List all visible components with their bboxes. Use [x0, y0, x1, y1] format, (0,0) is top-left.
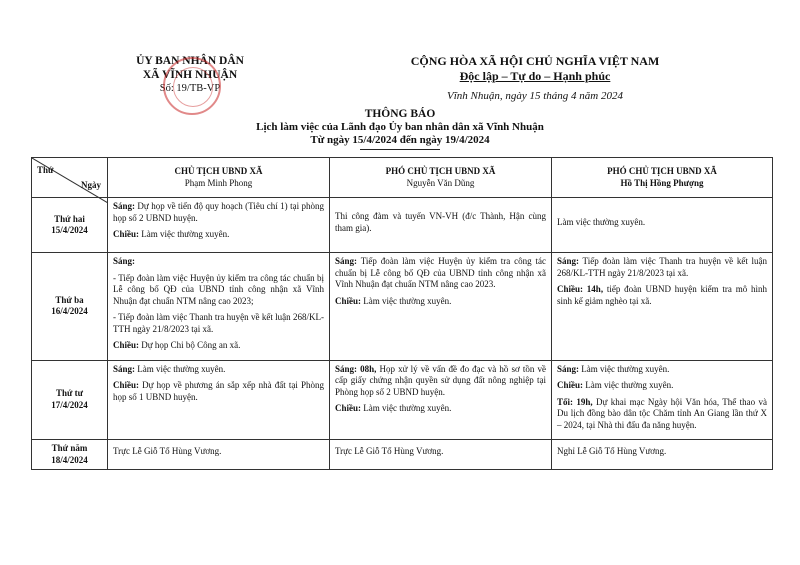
schedule-cell: [108, 198, 330, 253]
entry-text: - Tiếp đoàn làm việc Huyện ủy kiểm tra công tác chuẩn bị Lễ công bố QĐ của UBND tỉnh công nhận xã Vĩnh Nhuận đạt chuẩn NTM nâng cao 2023;: [113, 272, 324, 306]
table-row: [32, 253, 773, 361]
entry-time-label: Sáng: 08h,: [335, 363, 377, 374]
entry-time-label: Tối: 19h,: [557, 396, 593, 407]
schedule-entry: [113, 312, 324, 335]
schedule-cell: [552, 198, 773, 253]
schedule-cell: [330, 198, 552, 253]
schedule-entry: [113, 229, 324, 241]
corner-cell: [32, 158, 108, 198]
schedule-entry: [335, 446, 546, 458]
entry-time-label: Chiều:: [557, 380, 584, 390]
schedule-entry: [557, 446, 767, 458]
schedule-entry: [113, 273, 324, 308]
schedule-cell: [108, 253, 330, 361]
day-cell: [32, 360, 108, 440]
day-name: Thứ năm: [51, 443, 88, 453]
schedule-entry: [335, 364, 546, 399]
column-person: Nguyễn Văn Dũng: [406, 177, 475, 188]
document-title: THÔNG BÁO: [364, 108, 436, 120]
schedule-cell: [552, 440, 773, 470]
schedule-entry: [113, 380, 324, 403]
table-row: [32, 440, 773, 470]
entry-time-label: Sáng:: [113, 363, 136, 374]
schedule-cell: [330, 440, 552, 470]
entry-text: - Tiếp đoàn làm việc Thanh tra huyện về kết luận 268/KL-TTH ngày 21/8/2023 tại xã.: [113, 312, 324, 334]
entry-text: Làm việc thường xuyên.: [557, 216, 646, 227]
schedule-entry: [113, 201, 324, 224]
entry-time-label: Sáng:: [335, 256, 358, 266]
schedule-entry: [557, 397, 767, 432]
day-cell: [32, 440, 108, 470]
entry-text: Trực Lễ Giỗ Tổ Hùng Vương.: [113, 446, 222, 457]
entry-text: Dự họp về tiến độ quy hoạch (Tiêu chí 1) tại phòng họp số 2 UBND huyện.: [113, 201, 324, 223]
column-role: CHỦ TỊCH UBND XÃ: [174, 166, 263, 176]
org-line-2: XÃ VĨNH NHUẬN: [142, 69, 238, 81]
country-name: CỘNG HÒA XÃ HỘI CHỦ NGHĨA VIỆT NAM: [410, 54, 660, 68]
schedule-cell: [330, 360, 552, 440]
title-underline: [360, 149, 440, 150]
entry-text: Dự khai mạc Ngày hội Văn hóa, Thể thao và Du lịch đồng bào dân tộc Chăm tỉnh An Giang lần thứ X – 2024, tại Nhà thi đấu đa năng huyện.: [557, 396, 767, 430]
day-name: Thứ tư: [55, 388, 84, 399]
day-cell: [32, 253, 108, 361]
day-date: 18/4/2024: [51, 454, 88, 465]
day-name: Thứ hai: [54, 213, 85, 224]
entry-text: Làm việc thường xuyên.: [361, 295, 452, 306]
schedule-cell: [108, 440, 330, 470]
entry-text: tiếp đoàn UBND huyện kiểm tra mô hình sinh kế giảm nghèo tại xã.: [557, 284, 767, 306]
entry-time-label: Chiều:: [335, 403, 362, 413]
schedule-body: [32, 198, 773, 470]
document-period: Từ ngày 15/4/2024 đến ngày 19/4/2024: [310, 134, 490, 146]
corner-label-bottom: Ngày: [81, 179, 101, 190]
entry-text: Làm việc thường xuyên.: [135, 363, 226, 374]
document-subtitle: Lịch làm việc của Lãnh đạo Ủy ban nhân dân xã Vĩnh Nhuận: [256, 121, 544, 133]
national-motto: Độc lập – Tự do – Hạnh phúc: [459, 69, 611, 83]
entry-time-label: Chiều:: [113, 340, 140, 350]
schedule-entry: [557, 380, 767, 392]
entry-text: Tiếp đoàn làm việc Huyện ủy kiểm tra công tác chuẩn bị Lễ công bố QĐ của UBND tỉnh công nhận xã Vĩnh Nhuận đạt chuẩn NTM nâng cao 2023.: [335, 256, 546, 289]
entry-time-label: Sáng:: [557, 256, 580, 266]
column-header: [330, 158, 552, 198]
entry-time-label: Chiều:: [113, 380, 140, 390]
schedule-cell: [552, 253, 773, 361]
document-title-block: [190, 108, 610, 147]
entry-text: Dự họp về phương án sắp xếp nhà đất tại Phòng họp số 1 UBND huyện.: [113, 380, 324, 402]
corner-label-top: Thứ: [37, 165, 54, 175]
schedule-entry: [113, 256, 324, 268]
entry-text: Nghỉ Lễ Giỗ Tổ Hùng Vương.: [557, 446, 667, 457]
schedule-entry: [557, 364, 767, 376]
entry-text: Làm việc thường xuyên.: [583, 380, 674, 390]
column-header: [552, 158, 773, 198]
column-role: PHÓ CHỦ TỊCH UBND XÃ: [607, 166, 717, 176]
entry-text: Dự họp Chi bộ Công an xã.: [139, 340, 241, 350]
column-role: PHÓ CHỦ TỊCH UBND XÃ: [385, 166, 496, 176]
entry-time-label: Chiều:: [335, 295, 362, 306]
schedule-entry: [335, 403, 546, 415]
table-row: [32, 360, 773, 440]
day-date: 16/4/2024: [51, 306, 88, 317]
org-line-1: ỦY BAN NHÂN DÂN: [136, 55, 244, 67]
table-row: [32, 198, 773, 253]
entry-text: Họp xử lý về vấn đề đo đạc và hồ sơ tồn về cấp giấy chứng nhận quyền sử dụng đất nông nghiệp tại Phòng họp số 2 UBND huyện.: [335, 363, 547, 397]
entry-time-label: Sáng:: [113, 201, 136, 211]
entry-time-label: Chiều: 14h,: [557, 284, 604, 294]
entry-time-label: Sáng:: [113, 256, 136, 266]
entry-text: Trực Lễ Giỗ Tổ Hùng Vương.: [335, 446, 444, 457]
table-header-row: [32, 158, 773, 198]
schedule-cell: [330, 253, 552, 361]
schedule-entry: [557, 284, 767, 307]
schedule-entry: [113, 364, 324, 376]
day-name: Thứ ba: [55, 294, 84, 305]
dateline: Vĩnh Nhuận, ngày 15 tháng 4 năm 2024: [447, 90, 623, 102]
schedule-entry: [335, 211, 546, 234]
schedule-entry: [557, 217, 767, 229]
red-seal-stamp-icon: [163, 57, 221, 115]
entry-time-label: Chiều:: [113, 229, 140, 239]
schedule-entry: [113, 340, 324, 352]
schedule-table: [31, 157, 773, 470]
day-cell: [32, 198, 108, 253]
schedule-entry: [113, 446, 324, 458]
entry-text: Tiếp đoàn làm việc Thanh tra huyện về kết luận 268/KL-TTH ngày 21/8/2023 tại xã.: [557, 256, 767, 278]
day-date: 15/4/2024: [51, 225, 88, 235]
entry-text: Thi công đàm và tuyến VN-VH (đ/c Thành, Hận cùng tham gia).: [335, 211, 546, 233]
schedule-cell: [108, 360, 330, 440]
schedule-entry: [335, 296, 546, 308]
schedule-entry: [557, 256, 767, 279]
schedule-entry: [335, 256, 546, 291]
entry-text: Làm việc thường xuyên.: [139, 229, 230, 239]
schedule-cell: [552, 360, 773, 440]
column-person: Hồ Thị Hồng Phượng: [620, 177, 704, 188]
column-header: [108, 158, 330, 198]
entry-text: Làm việc thường xuyên.: [361, 403, 452, 413]
day-date: 17/4/2024: [51, 399, 88, 410]
document-number: Số: 19/TB-VP: [159, 83, 221, 94]
entry-time-label: Sáng:: [557, 363, 580, 374]
column-person: Phạm Minh Phong: [184, 177, 253, 188]
national-header-block: [400, 54, 670, 84]
entry-text: Làm việc thường xuyên.: [579, 363, 670, 374]
